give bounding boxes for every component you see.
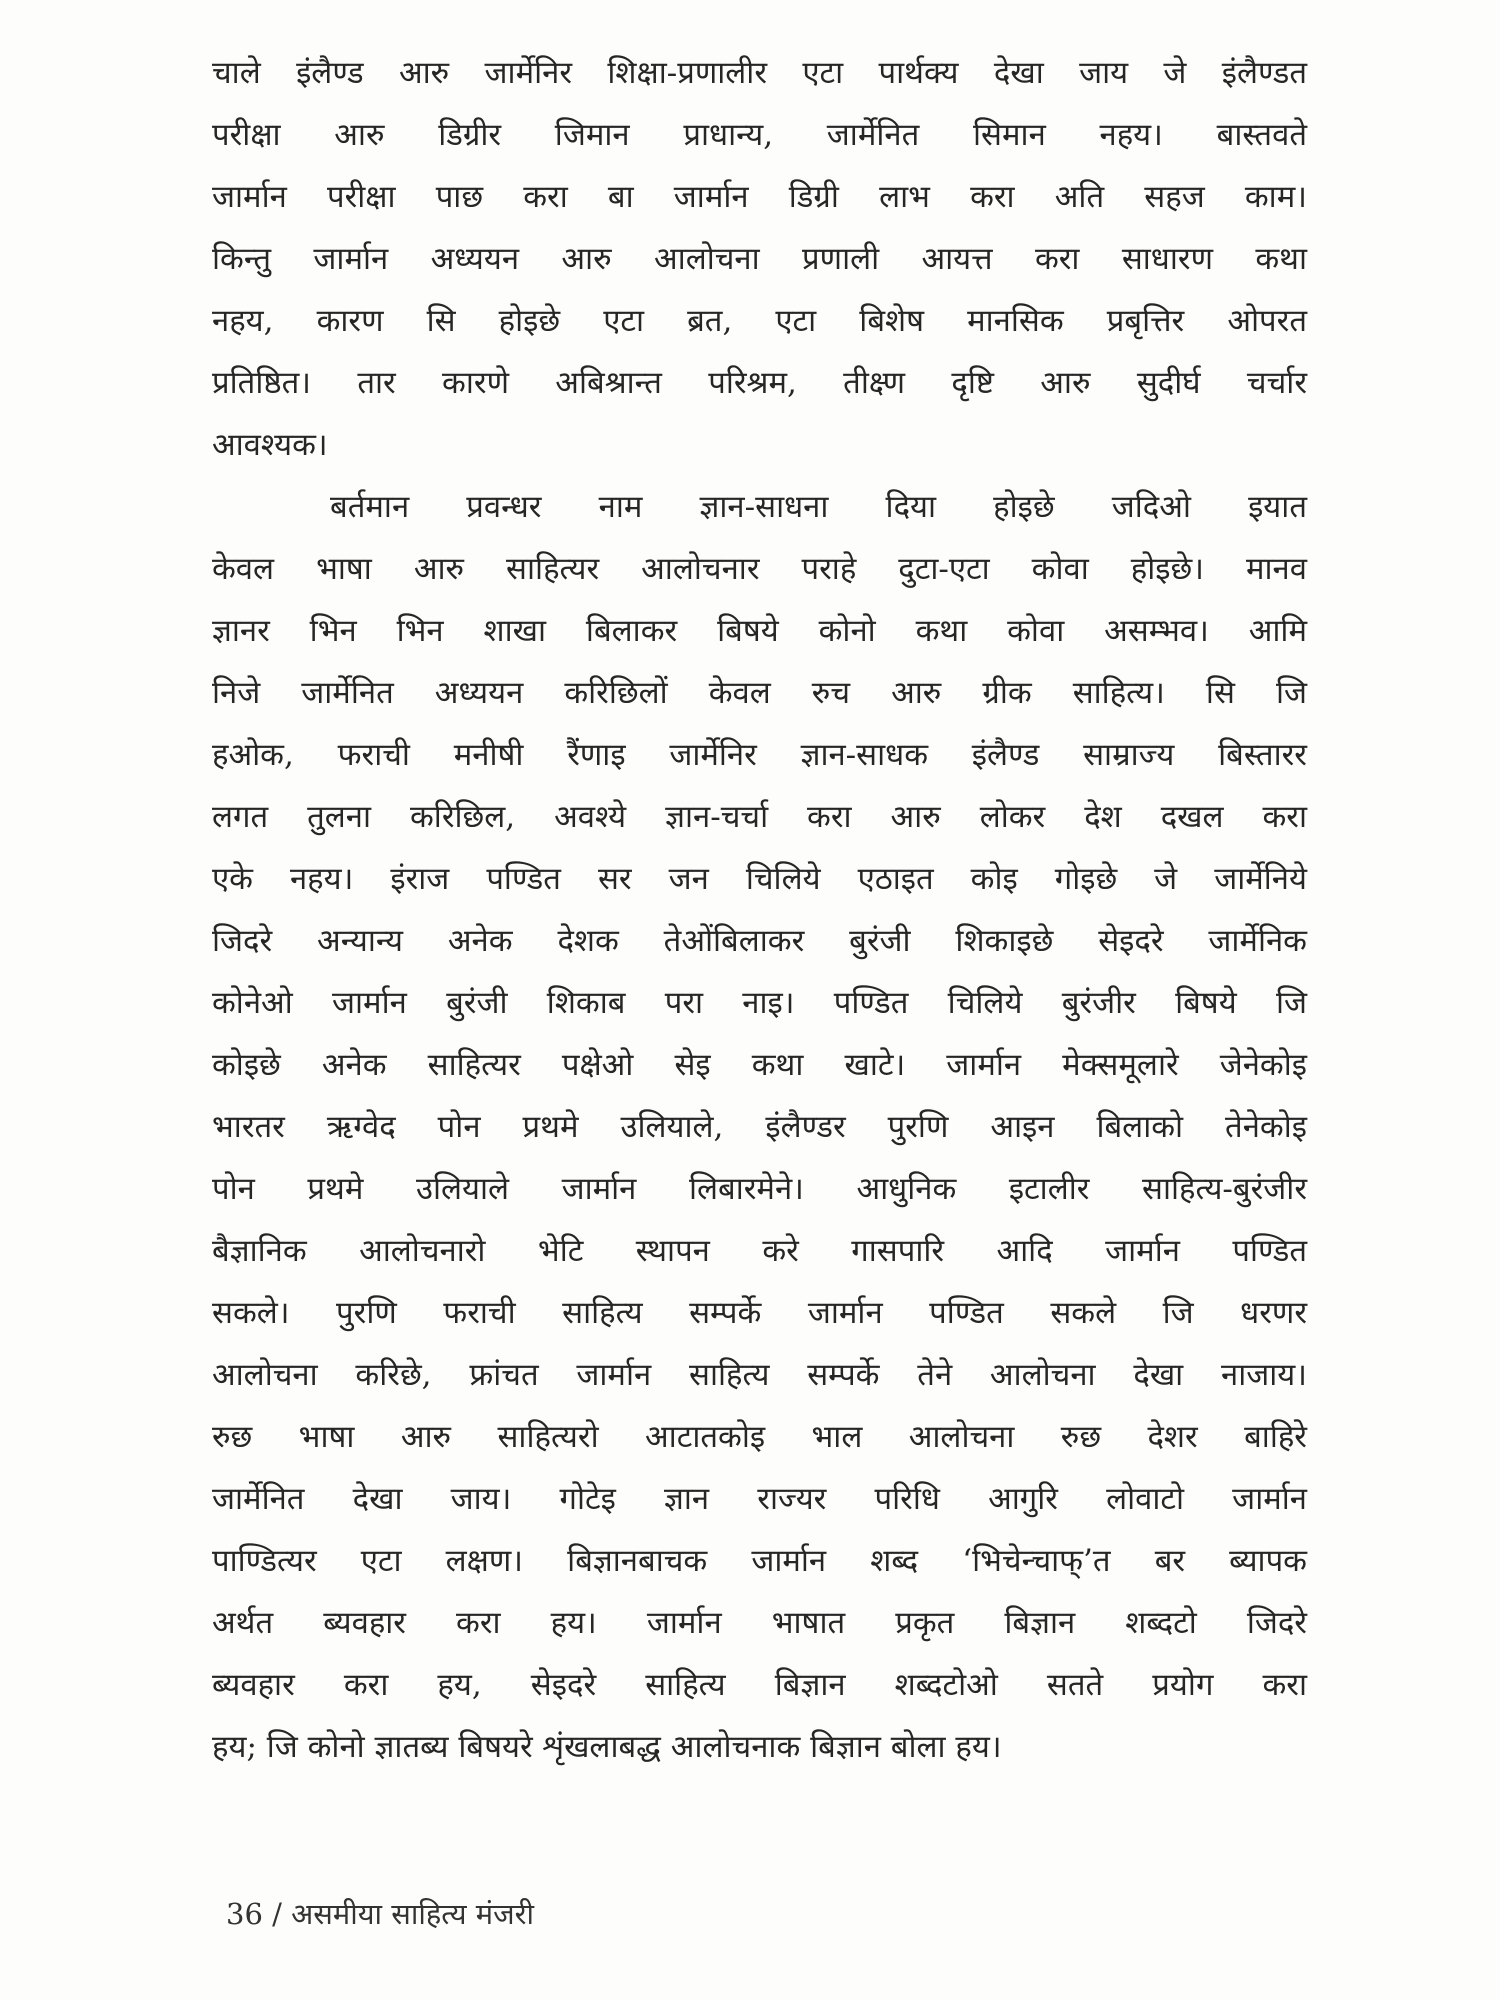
text-line: ब्यवहार करा हय, सेइदरे साहित्य बिज्ञान शब्दटोओ सतते प्रयोग करा xyxy=(212,1667,1307,1703)
text-line: भारतर ऋग्वेद पोन प्रथमे उलियाले, इंलैण्डर पुरणि आइन बिलाको तेनेकोइ xyxy=(212,1109,1307,1145)
text-line: हओक, फराची मनीषी रैंणाइ जार्मेनिर ज्ञान-साधक इंलैण्ड साम्राज्य बिस्तारर xyxy=(212,737,1307,773)
text-line: ज्ञानर भिन भिन शाखा बिलाकर बिषये कोनो कथा कोवा असम्भव। आमि xyxy=(212,613,1307,649)
text-line: नहय, कारण सि होइछे एटा ब्रत, एटा बिशेष मानसिक प्रबृत्तिर ओपरत xyxy=(212,303,1307,339)
text-line: पाण्डित्यर एटा लक्षण। बिज्ञानबाचक जार्मान शब्द ‘भिचेन्चाफ्’त बर ब्यापक xyxy=(212,1543,1307,1579)
paragraph-1 xyxy=(212,42,1307,476)
page-footer: 36 / असमीया साहित्य मंजरी xyxy=(226,1897,534,1931)
body-text xyxy=(212,42,1307,1778)
text-line: पोन प्रथमे उलियाले जार्मान लिबारमेने। आधुनिक इटालीर साहित्य-बुरंजीर xyxy=(212,1171,1307,1207)
text-line: बर्तमान प्रवन्धर नाम ज्ञान-साधना दिया होइछे जदिओ इयात xyxy=(330,489,1307,525)
paragraph-2 xyxy=(212,476,1307,1778)
text-line: केवल भाषा आरु साहित्यर आलोचनार पराहे दुटा-एटा कोवा होइछे। मानव xyxy=(212,551,1307,587)
text-line: लगत तुलना करिछिल, अवश्ये ज्ञान-चर्चा करा आरु लोकर देश दखल करा xyxy=(212,799,1307,835)
text-line: कोइछे अनेक साहित्यर पक्षेओ सेइ कथा खाटे। जार्मान मेक्समूलारे जेनेकोइ xyxy=(212,1047,1307,1083)
text-line: जार्मान परीक्षा पाछ करा बा जार्मान डिग्री लाभ करा अति सहज काम। xyxy=(212,179,1307,215)
text-line: रुछ भाषा आरु साहित्यरो आटातकोइ भाल आलोचना रुछ देशर बाहिरे xyxy=(212,1419,1307,1455)
text-line: निजे जार्मेनित अध्ययन करिछिलों केवल रुच आरु ग्रीक साहित्य। सि जि xyxy=(212,675,1307,711)
text-line: किन्तु जार्मान अध्ययन आरु आलोचना प्रणाली आयत्त करा साधारण कथा xyxy=(212,241,1307,277)
text-line: हय; जि कोनो ज्ञातब्य बिषयरे शृंखलाबद्ध आलोचनाक बिज्ञान बोला हय। xyxy=(212,1729,1002,1765)
text-line: चाले इंलैण्ड आरु जार्मेनिर शिक्षा-प्रणालीर एटा पार्थक्य देखा जाय जे इंलैण्डत xyxy=(212,55,1307,91)
text-line: आलोचना करिछे, फ्रांचत जार्मान साहित्य सम्पर्के तेने आलोचना देखा नाजाय। xyxy=(212,1357,1307,1393)
text-line: सकले। पुरणि फराची साहित्य सम्पर्के जार्मान पण्डित सकले जि धरणर xyxy=(212,1295,1307,1331)
text-line: अर्थत ब्यवहार करा हय। जार्मान भाषात प्रकृत बिज्ञान शब्दटो जिदरे xyxy=(212,1605,1307,1641)
text-line: परीक्षा आरु डिग्रीर जिमान प्राधान्य, जार्मेनित सिमान नहय। बास्तवते xyxy=(212,117,1307,153)
text-line: प्रतिष्ठित। तार कारणे अबिश्रान्त परिश्रम, तीक्ष्ण दृष्टि आरु सुदीर्घ चर्चार xyxy=(212,365,1307,401)
text-line: आवश्यक। xyxy=(212,427,328,463)
text-line: एके नहय। इंराज पण्डित सर जन चिलिये एठाइत कोइ गोइछे जे जार्मेनिये xyxy=(212,861,1307,897)
text-line: कोनेओ जार्मान बुरंजी शिकाब परा नाइ। पण्डित चिलिये बुरंजीर बिषये जि xyxy=(212,985,1307,1021)
text-line: बैज्ञानिक आलोचनारो भेटि स्थापन करे गासपारि आदि जार्मान पण्डित xyxy=(212,1233,1307,1269)
text-line: जिदरे अन्यान्य अनेक देशक तेओंबिलाकर बुरंजी शिकाइछे सेइदरे जार्मेनिक xyxy=(212,923,1307,959)
text-line: जार्मेनित देखा जाय। गोटेइ ज्ञान राज्यर परिधि आगुरि लोवाटो जार्मान xyxy=(212,1481,1307,1517)
